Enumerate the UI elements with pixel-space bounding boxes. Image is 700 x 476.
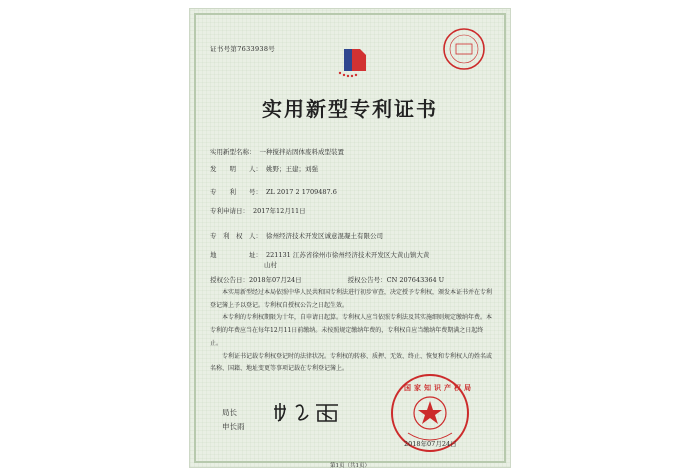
utility-model-name-row: 实用新型名称： 一种搅拌站固体废料成型装置 xyxy=(210,148,344,156)
certificate-number: 证书号第7633938号 xyxy=(210,45,276,53)
body-paragraph: 本实用新型经过本局依照中华人民共和国专利法进行初步审查，决定授予专利权，颁发本证书并在专利登记簿上予以登记。专利权自授权公告之日起生效。 xyxy=(210,289,493,309)
patentee-row: 专 利 权 人： 徐州经济技术开发区诚意混凝土有限公司 xyxy=(210,232,383,240)
top-seal-stamp-icon xyxy=(442,27,486,71)
body-paragraph: 本专利的专利权期限为十年，自申请日起算。专利权人应当依照专利法及其实施细则规定缴纳年费。本专利的年费应当在每年12月11日前缴纳。未按照规定缴纳年费的，专利权自应当缴纳年费期满之日起终止。 xyxy=(210,314,493,347)
seal-date: 2018年07月24日 xyxy=(404,440,457,448)
director-title: 局长 xyxy=(222,408,237,417)
address-row-continued: 山村 xyxy=(264,261,277,269)
director-name: 申长雨 xyxy=(222,422,245,431)
body-paragraph: 专利证书记载专利权登记时的法律状况。专利权的转移、质押、无效、终止、恢复和专利权人的姓名或名称、国籍、地址变更等事项记载在专利登记簿上。 xyxy=(210,352,493,373)
grant-row: 授权公告日：2018年07月24日 授权公告号：CN 207643364 U xyxy=(210,276,445,284)
patent-number-row: 专 利 号： ZL 2017 2 1709487.6 xyxy=(210,188,337,196)
application-date-row: 专利申请日： 2017年12月11日 xyxy=(210,207,306,215)
certificate-body xyxy=(210,287,494,376)
inventor-row: 发 明 人： 姚野；王建；刘强 xyxy=(210,165,318,173)
patent-certificate xyxy=(189,8,511,468)
patent-office-logo-icon xyxy=(330,45,374,79)
certificate-title: 实用新型专利证书 xyxy=(262,97,438,121)
official-seal-text: 国家知识产权局 xyxy=(404,384,474,392)
director-signature-icon xyxy=(272,399,352,425)
page-footer: 第1页（共1页） xyxy=(330,463,370,469)
address-row: 地 址： 221131 江苏省徐州市徐州经济技术开发区大黄山镇大黄 xyxy=(210,251,430,259)
